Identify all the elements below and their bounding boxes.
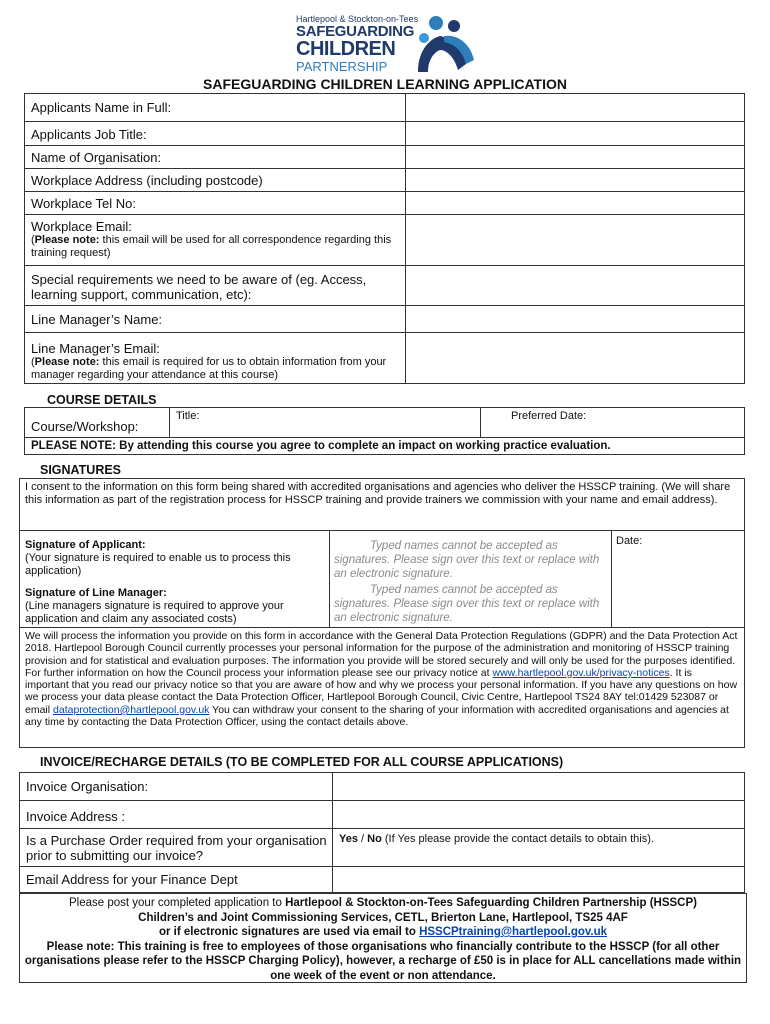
invoice-table (19, 772, 745, 893)
privacy-notice-link[interactable]: www.hartlepool.gov.uk/privacy-notices (492, 666, 670, 679)
workplace-address-label: Workplace Address (including postcode) (25, 169, 406, 192)
applicant-details-table (24, 93, 745, 384)
course-workshop-label: Course/Workshop: (25, 408, 170, 438)
postal-instructions: Please post your completed application to Hartlepool & Stockton-on-Tees Safeguarding Children Partnership (HSSCP) (69, 897, 697, 909)
line-manager-email-field[interactable] (406, 333, 745, 384)
charging-note: Please note: This training is free to employees of those organisations who financially contribute to the HSSCP (for all other organisations please refer to the HSSCP Charging Policy), however, a recharge of £50 is in place for ALL cancellations made within one week of the event or non attendance. (24, 940, 742, 982)
manager-signature-field[interactable] (330, 583, 612, 628)
page-title: SAFEGUARDING CHILDREN LEARNING APPLICATION (203, 76, 567, 92)
invoice-organisation-field[interactable] (333, 773, 745, 801)
logo-line-3: CHILDREN (296, 38, 396, 60)
organisation-label: Name of Organisation: (25, 146, 406, 169)
workplace-tel-label: Workplace Tel No: (25, 192, 406, 215)
partnership-logo (296, 14, 476, 74)
course-title-label: Title: (176, 410, 200, 422)
invoice-heading: INVOICE/RECHARGE DETAILS (TO BE COMPLETED FOR ALL COURSE APPLICATIONS) (40, 755, 564, 769)
preferred-date-field[interactable] (481, 408, 745, 438)
logo-line-1: Hartlepool & Stockton-on-Tees (296, 14, 419, 24)
organisation-field[interactable] (406, 146, 745, 169)
no-option[interactable]: No (367, 833, 382, 845)
workplace-tel-field[interactable] (406, 192, 745, 215)
special-requirements-field[interactable] (406, 266, 745, 306)
yes-option[interactable]: Yes (339, 833, 358, 845)
applicant-name-label: Applicants Name in Full: (25, 94, 406, 122)
email-instructions: or if electronic signatures are used via email to HSSCPtraining@hartlepool.gov.uk (158, 926, 608, 938)
special-requirements-label: Special requirements we need to be aware of (eg. Access, learning support, communication, etc): (25, 266, 406, 306)
workplace-address-field[interactable] (406, 169, 745, 192)
invoice-address-label: Invoice Address : (20, 801, 333, 829)
invoice-organisation-label: Invoice Organisation: (20, 773, 333, 801)
job-title-field[interactable] (406, 122, 745, 146)
purchase-order-label: Is a Purchase Order required from your organisation prior to submitting our invoice? (20, 829, 333, 867)
signatures-heading: SIGNATURES (40, 463, 122, 477)
manager-signature-placeholder: Typed names cannot be accepted as signatures. Please sign over this text or replace with an electronic signature. (334, 583, 600, 624)
job-title-label: Applicants Job Title: (25, 122, 406, 146)
signatures-table (19, 478, 745, 748)
workplace-email-note: (Please note: this email will be used for all correspondence regarding this training request) (31, 234, 392, 259)
family-figures-icon (414, 14, 476, 74)
course-title-field[interactable] (170, 408, 481, 438)
gdpr-statement: We will process the information you provide on this form in accordance with the General Data Protection Regulations (GDPR) and the Data Protection Act 2018. Hartlepool Borough Council currently processes your personal information for the purpose of the administration and monitoring of HSSCP training provision and for statistical and evaluation purposes. The information you provide will be stored securely and will only be used for the purposes identified. For further information on how the Council process your information please see our privacy notice at www.hartlepool.gov.uk/privacy-notices. It is important that you read our privacy notice so that you are aware of how and why we process your personal information. If you have any questions on how we process your data please contact the Data Protection Officer, Hartlepool Borough Council, Civic Centre, Hartlepool TS24 8AY tel:01429 523087 or email dataprotection@hartlepool.gov.uk You can withdraw your consent to the sharing of your information with accredited organisations and agencies at any time by contacting the Data Protection Officer, using the contact details above. (20, 628, 745, 748)
data-protection-email-link[interactable]: dataprotection@hartlepool.gov.uk (53, 703, 210, 716)
line-manager-email-label: Line Manager’s Email: (31, 341, 160, 356)
training-email-link[interactable]: HSSCPtraining@hartlepool.gov.uk (419, 926, 608, 938)
signature-date-label: Date: (616, 535, 643, 547)
manager-signature-label: Signature of Line Manager: (Line managers signature is required to approve your application and claim any associated costs) (20, 583, 330, 628)
submission-instructions-box (19, 893, 747, 983)
course-details-table (24, 407, 745, 455)
line-manager-email-cell (25, 333, 406, 384)
logo-line-4: PARTNERSHIP (296, 59, 388, 74)
course-details-heading: COURSE DETAILS (47, 393, 157, 407)
line-manager-name-label: Line Manager’s Name: (25, 306, 406, 333)
logo-line-2: SAFEGUARDING (296, 23, 415, 40)
applicant-name-field[interactable] (406, 94, 745, 122)
workplace-email-label: Workplace Email: (31, 219, 132, 234)
applicant-signature-label: Signature of Applicant: (Your signature is required to enable us to process this application) (20, 531, 330, 583)
invoice-address-field[interactable] (333, 801, 745, 829)
applicant-signature-placeholder: Typed names cannot be accepted as signatures. Please sign over this text or replace with an electronic signature. (334, 540, 600, 580)
workplace-email-field[interactable] (406, 215, 745, 266)
workplace-email-cell (25, 215, 406, 266)
postal-address: Children’s and Joint Commissioning Services, CETL, Brierton Lane, Hartlepool, TS25 4AF (138, 911, 628, 924)
evaluation-note: PLEASE NOTE: By attending this course you agree to complete an impact on working practice evaluation. (25, 438, 745, 455)
finance-email-label: Email Address for your Finance Dept (20, 867, 333, 893)
line-manager-name-field[interactable] (406, 306, 745, 333)
line-manager-email-note: (Please note: this email is required for us to obtain information from your manager regarding your attendance at this course) (31, 356, 387, 381)
purchase-order-field[interactable]: Yes / No (If Yes please provide the contact details to obtain this). (333, 829, 745, 867)
applicant-signature-field[interactable] (330, 531, 612, 583)
finance-email-field[interactable] (333, 867, 745, 893)
consent-statement: I consent to the information on this form being shared with accredited organisations and agencies who deliver the HSSCP training. (We will share this information as part of the registration process for HSSCP training and provide trainers we commission with your name and email address). (20, 479, 745, 531)
signature-date-field[interactable] (612, 531, 745, 628)
preferred-date-label: Preferred Date: (511, 410, 587, 422)
